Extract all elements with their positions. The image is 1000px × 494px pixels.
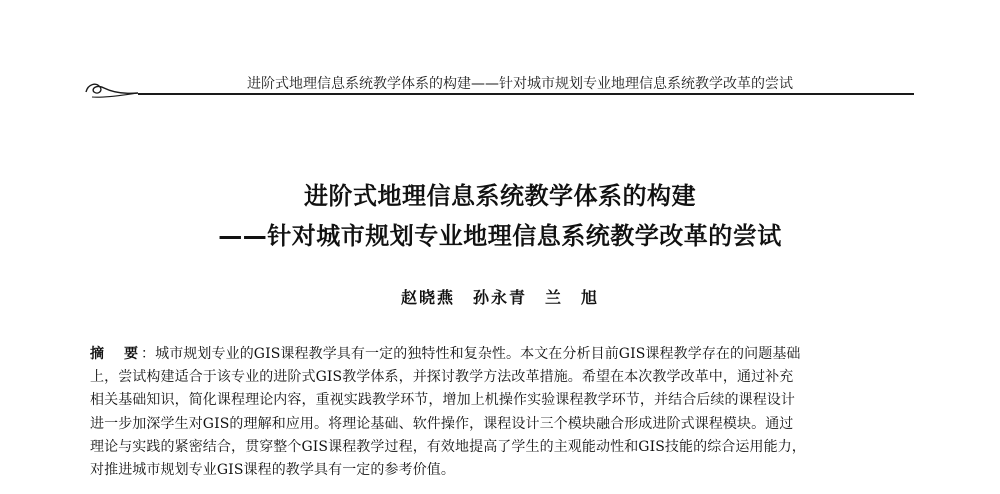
abstract-text: 城市规划专业的GIS课程教学具有一定的独特性和复杂性。本文在分析目前GIS课程教学存在的问题基础 [155, 346, 801, 362]
abstract-separator: ： [141, 346, 156, 362]
abstract-line: 上，尝试构建适合于该专业的进阶式GIS教学体系，并探讨教学方法改革措施。希望在本次教学改革中，通过补充 [90, 369, 794, 386]
author-list: 赵晓燕 孙永青 兰 旭 [400, 288, 599, 307]
running-header-text: 进阶式地理信息系统教学体系的构建——针对城市规划专业地理信息系统教学改革的尝试 [247, 76, 793, 92]
header-rule [138, 93, 914, 95]
abstract-line: 进一步加深学生对GIS的理解和应用。将理论基础、软件操作，课程设计三个模块融合形成进阶式课程模块。通过 [90, 415, 794, 432]
title-line-subtitle: ——针对城市规划专业地理信息系统教学改革的尝试 [218, 222, 782, 250]
abstract-line: 对推进城市规划专业GIS课程的教学具有一定的参考价值。 [90, 461, 456, 478]
swirl-ornament-icon [84, 76, 138, 100]
paper-title [0, 176, 1000, 256]
abstract-line: 相关基础知识，简化课程理论内容，重视实践教学环节，增加上机操作实验课程教学环节，并结合后续的课程设计 [90, 392, 795, 409]
abstract-label: 摘 要 [90, 346, 141, 362]
abstract-line: 理论与实践的紧密结合，贯穿整个GIS课程教学过程，有效地提高了学生的主观能动性和GIS技能的综合运用能力， [90, 438, 806, 455]
running-header [0, 60, 1000, 100]
abstract [90, 343, 918, 482]
abstract-line [90, 343, 918, 366]
title-line-main: 进阶式地理信息系统教学体系的构建 [304, 182, 696, 210]
